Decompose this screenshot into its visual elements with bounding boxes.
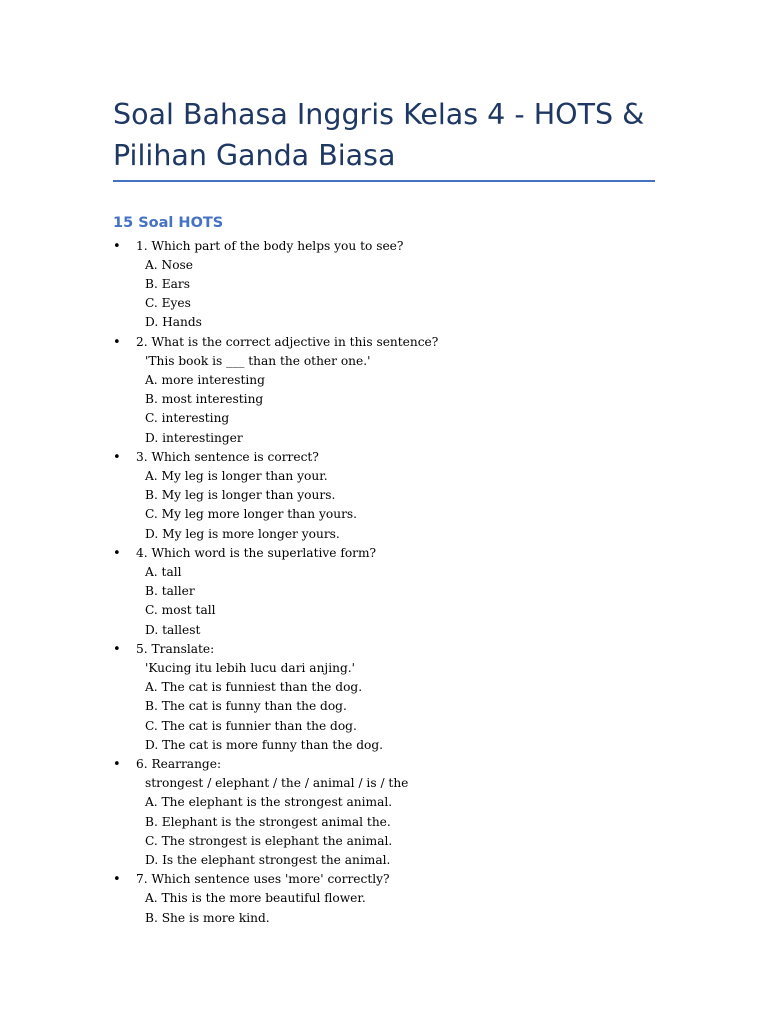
question-item <box>0 870 768 928</box>
bullet-icon: • <box>113 872 121 888</box>
question-item <box>0 448 768 544</box>
answer-option: B. most interesting <box>145 392 264 407</box>
answer-option: A. The cat is funniest than the dog. <box>145 680 363 695</box>
bullet-icon: • <box>113 449 121 465</box>
answer-option: C. Eyes <box>145 296 191 311</box>
answer-option: B. She is more kind. <box>145 910 270 925</box>
question-prompt: 'This book is ___ than the other one.' <box>145 353 371 368</box>
answer-option: A. tall <box>145 564 182 579</box>
answer-option: B. The cat is funny than the dog. <box>145 699 347 714</box>
answer-option: D. The cat is more funny than the dog. <box>145 737 384 752</box>
answer-option: D. Hands <box>145 315 202 330</box>
question-text: 5. Translate: <box>136 641 215 656</box>
answer-option: D. interestinger <box>145 430 243 445</box>
answer-option: A. My leg is longer than your. <box>145 468 328 483</box>
question-text: 2. What is the correct adjective in this sentence? <box>136 334 439 349</box>
question-item <box>0 544 768 640</box>
answer-option: B. My leg is longer than yours. <box>145 488 336 503</box>
bullet-icon: • <box>113 756 121 772</box>
question-item <box>0 640 768 755</box>
question-item <box>0 755 768 870</box>
title-underline-rule <box>113 180 655 182</box>
answer-option: A. The elephant is the strongest animal. <box>145 795 393 810</box>
answer-option: C. The strongest is elephant the animal. <box>145 833 393 848</box>
answer-option: B. Elephant is the strongest animal the. <box>145 814 391 829</box>
answer-option: C. The cat is funnier than the dog. <box>145 718 357 733</box>
question-prompt: 'Kucing itu lebih lucu dari anjing.' <box>145 660 355 675</box>
question-prompt: strongest / elephant / the / animal / is / the <box>145 776 409 791</box>
question-text: 3. Which sentence is correct? <box>136 449 319 464</box>
answer-option: A. more interesting <box>145 372 265 387</box>
answer-option: D. My leg is more longer yours. <box>145 526 340 541</box>
answer-option: A. This is the more beautiful flower. <box>145 891 366 906</box>
question-text: 1. Which part of the body helps you to see? <box>136 238 404 253</box>
bullet-icon: • <box>113 641 121 657</box>
answer-option: C. My leg more longer than yours. <box>145 507 358 522</box>
answer-option: A. Nose <box>145 257 194 272</box>
answer-option: C. interesting <box>145 411 230 426</box>
bullet-icon: • <box>113 545 121 561</box>
bullet-icon: • <box>113 238 121 254</box>
question-item <box>0 237 768 333</box>
question-list <box>0 237 768 928</box>
document-title: Soal Bahasa Inggris Kelas 4 - HOTS & Pilihan Ganda Biasa <box>113 98 645 172</box>
answer-option: C. most tall <box>145 603 216 618</box>
question-text: 7. Which sentence uses 'more' correctly? <box>136 872 390 887</box>
question-text: 6. Rearrange: <box>136 756 222 771</box>
answer-option: B. Ears <box>145 276 190 291</box>
answer-option: B. taller <box>145 584 195 599</box>
answer-option: D. tallest <box>145 622 201 637</box>
bullet-icon: • <box>113 334 121 350</box>
question-text: 4. Which word is the superlative form? <box>136 545 377 560</box>
answer-option: D. Is the elephant strongest the animal. <box>145 853 391 867</box>
question-item <box>0 333 768 448</box>
section-heading: 15 Soal HOTS <box>113 215 224 231</box>
